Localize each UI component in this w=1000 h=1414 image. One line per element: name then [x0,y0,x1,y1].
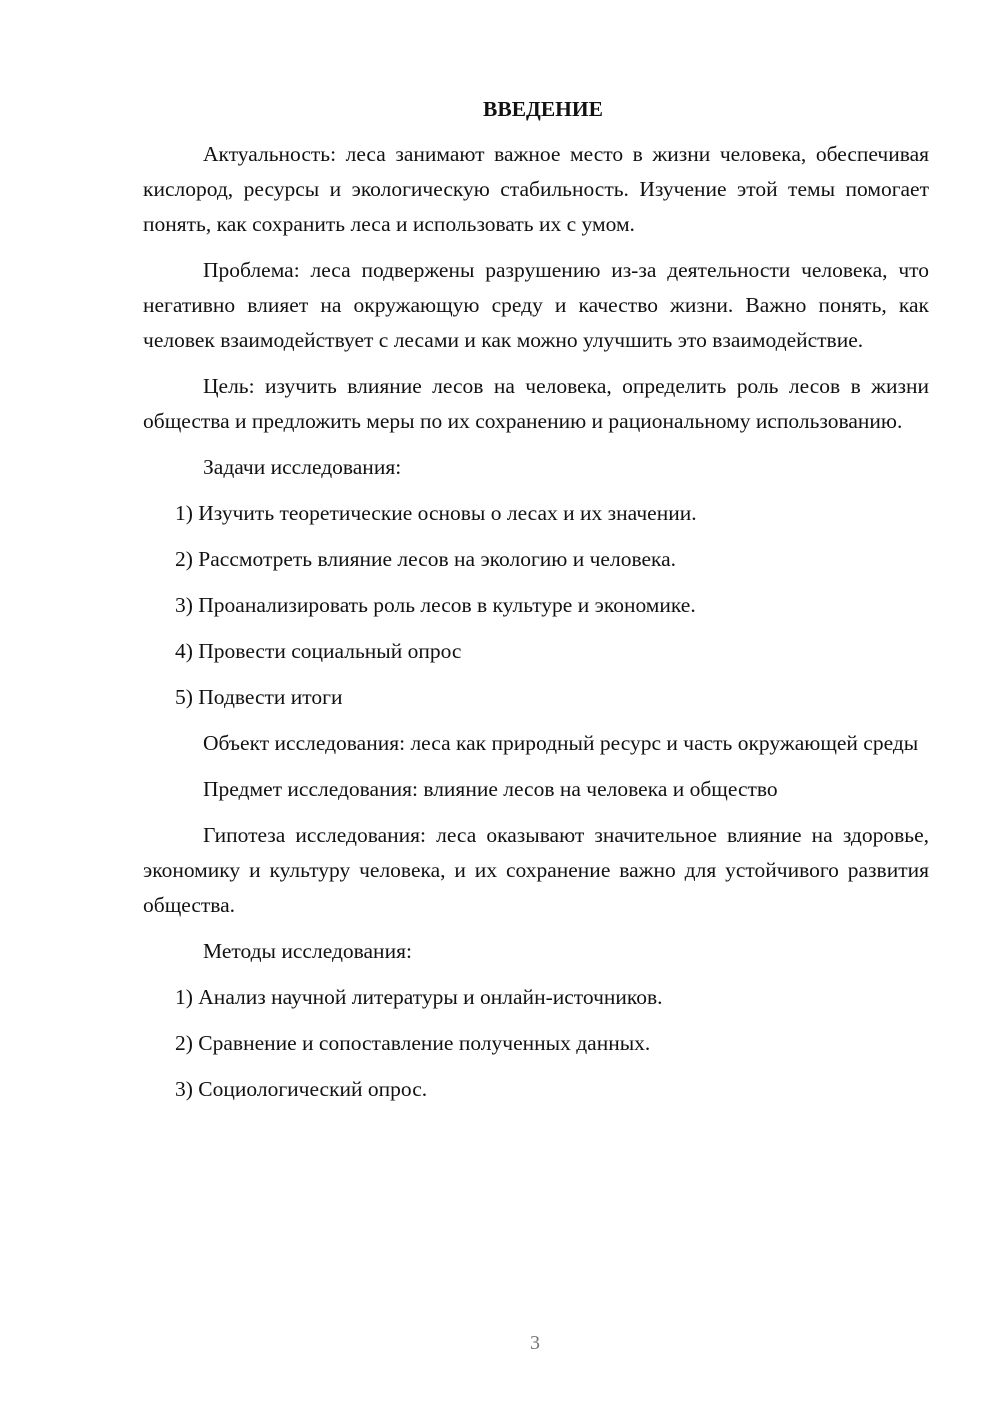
task-item: 3) Проанализировать роль лесов в культуре и экономике. [175,593,696,617]
task-item: 2) Рассмотреть влияние лесов на экологию и человека. [175,547,677,571]
method-item: 3) Социологический опрос. [175,1077,428,1101]
paragraph-problem: Проблема: леса подвержены разрушению из-за деятельности человека, что негативно влияет на окружающую среду и качество жизни. Важно понять, как человек взаимодействует с лесами и как можно улучшить это взаимодействие. [143,258,929,352]
paragraph-object: Объект исследования: леса как природный ресурс и часть окружающей среды [203,731,919,755]
page-number: 3 [530,1332,540,1354]
paragraph-subject: Предмет исследования: влияние лесов на человека и общество [203,777,778,801]
paragraph-relevance: Актуальность: леса занимают важное место в жизни человека, обеспечивая кислород, ресурсы и экологическую стабильность. Изучение этой темы помогает понять, как сохранить леса и использовать их с умом. [143,142,929,236]
task-item: 5) Подвести итоги [175,685,343,709]
paragraph-hypothesis: Гипотеза исследования: леса оказывают значительное влияние на здоровье, экономику и культуру человека, и их сохранение важно для устойчивого развития общества. [143,823,929,917]
task-item: 1) Изучить теоретические основы о лесах и их значении. [175,501,697,525]
page-title: ВВЕДЕНИЕ [483,97,603,121]
document-page [143,92,929,1118]
methods-heading: Методы исследования: [203,939,412,963]
paragraph-goal: Цель: изучить влияние лесов на человека, определить роль лесов в жизни общества и предложить меры по их сохранению и рациональному использованию. [143,374,929,433]
method-item: 1) Анализ научной литературы и онлайн-источников. [175,985,663,1009]
tasks-heading: Задачи исследования: [203,455,402,479]
task-item: 4) Провести социальный опрос [175,639,462,663]
method-item: 2) Сравнение и сопоставление полученных данных. [175,1031,651,1055]
